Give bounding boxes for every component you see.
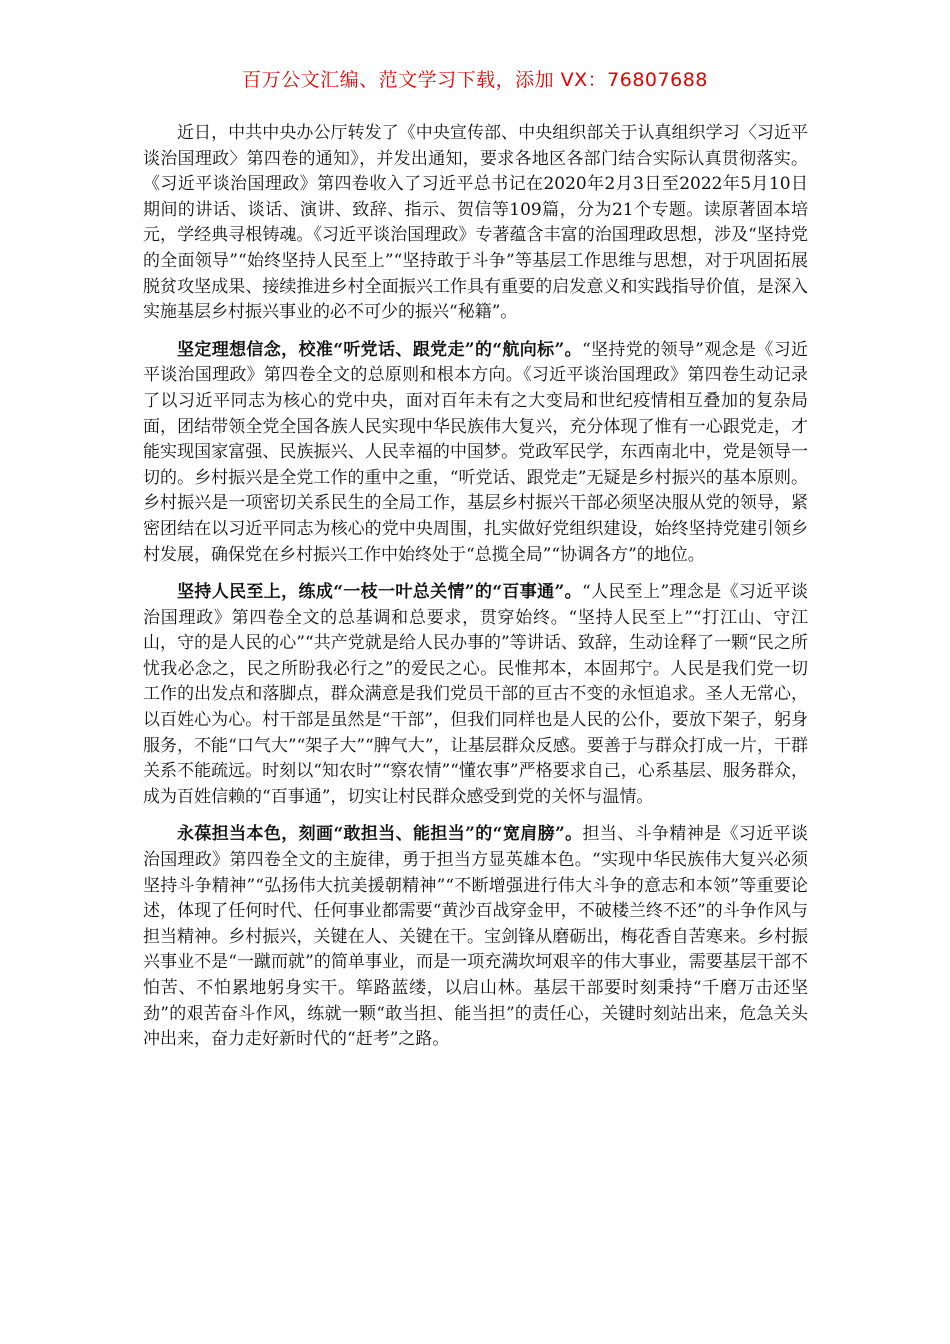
article-body (143, 121, 808, 1065)
paragraph-text: 近日，中共中央办公厅转发了《中央宣传部、中央组织部关于认真组织学习〈习近平谈治国理政〉第四卷的通知》，并发出通知，要求各地区各部门结合实际认真贯彻落实。《习近平谈治国理政》第四卷收入了习近平总书记在2020年2月3日至2022年5月10日期间的讲话、谈话、演讲、致辞、指示、贺信等109篇，分为21个专题。读原著固本培元，学经典寻根铸魂。《习近平谈治国理政》专著蕴含丰富的治国理政思想，涉及“坚持党的全面领导”“始终坚持人民至上”“坚持敢于斗争”等基层工作思维与思想，对于巩固拓展脱贫攻坚成果、接续推进乡村全面振兴工作具有重要的启发意义和实践指导价值，是深入实施基层乡村振兴事业的必不可少的振兴“秘籍”。 (143, 123, 808, 323)
paragraph-text: 担当、斗争精神是《习近平谈治国理政》第四卷全文的主旋律，勇于担当方显英雄本色。“实现中华民族伟大复兴必须坚持斗争精神”“弘扬伟大抗美援朝精神”“不断增强进行伟大斗争的意志和本领”等重要论述，体现了任何时代、任何事业都需要“黄沙百战穿金甲，不破楼兰终不还”的斗争作风与担当精神。乡村振兴，关键在人、关键在干。宝剑锋从磨砺出，梅花香自苦寒来。乡村振兴事业不是“一蹴而就”的简单事业，而是一项充满坎坷艰辛的伟大事业，需要基层干部不怕苦、不怕累地躬身实干。筚路蓝缕，以启山林。基层干部要时刻秉持“千磨万击还坚劲”的艰苦奋斗作风，练就一颗“敢当担、能当担”的责任心，关键时刻站出来，危急关头冲出来，奋力走好新时代的“赶考”之路。 (143, 824, 808, 1050)
paragraph-section-1 (143, 338, 808, 568)
paragraph-intro (143, 121, 808, 326)
section-heading: 永葆担当本色，刻画“敢担当、能担当”的“宽肩膀”。 (177, 824, 583, 845)
paragraph-text: “人民至上”理念是《习近平谈治国理政》第四卷全文的总基调和总要求，贯穿始终。“坚持人民至上”“打江山、守江山，守的是人民的心”“共产党就是给人民办事的”等讲话、致辞，生动诠释了一颗“民之所忧我必念之，民之所盼我必行之”的爱民之心。民惟邦本，本固邦宁。人民是我们党一切工作的出发点和落脚点，群众满意是我们党员干部的亘古不变的永恒追求。圣人无常心，以百姓心为心。村干部是虽然是“干部”，但我们同样也是人民的公仆，要放下架子，躬身服务，不能“口气大”“架子大”“脾气大”，让基层群众反感。要善于与群众打成一片，干群关系不能疏远。时刻以“知农时”“察农情”“懂农事”严格要求自己，心系基层、服务群众，成为百姓信赖的“百事通”，切实让村民群众感受到党的关怀与温情。 (143, 582, 808, 807)
header-banner: 百万公文汇编、范文学习下载，添加 VX：76807688 (242, 69, 708, 91)
paragraph-section-2 (143, 580, 808, 810)
paragraph-section-3 (143, 822, 808, 1052)
section-heading: 坚持人民至上，练成“一枝一叶总关情”的“百事通”。 (177, 582, 582, 603)
section-heading: 坚定理想信念，校准“听党话、跟党走”的“航向标”。 (177, 339, 582, 360)
paragraph-text: “坚持党的领导”观念是《习近平谈治国理政》第四卷全文的总原则和根本方向。《习近平谈治国理政》第四卷生动记录了以习近平同志为核心的党中央，面对百年未有之大变局和世纪疫情相互叠加的复杂局面，团结带领全党全国各族人民实现中华民族伟大复兴，充分体现了惟有一心跟党走，才能实现国家富强、民族振兴、人民幸福的中国梦。党政军民学，东西南北中，党是领导一切的。乡村振兴是全党工作的重中之重，“听党话、跟党走”无疑是乡村振兴的基本原则。乡村振兴是一项密切关系民生的全局工作，基层乡村振兴干部必须坚决服从党的领导，紧密团结在以习近平同志为核心的党中央周围，扎实做好党组织建设，始终坚持党建引领乡村发展，确保党在乡村振兴工作中始终处于“总揽全局”“协调各方”的地位。 (143, 339, 808, 565)
